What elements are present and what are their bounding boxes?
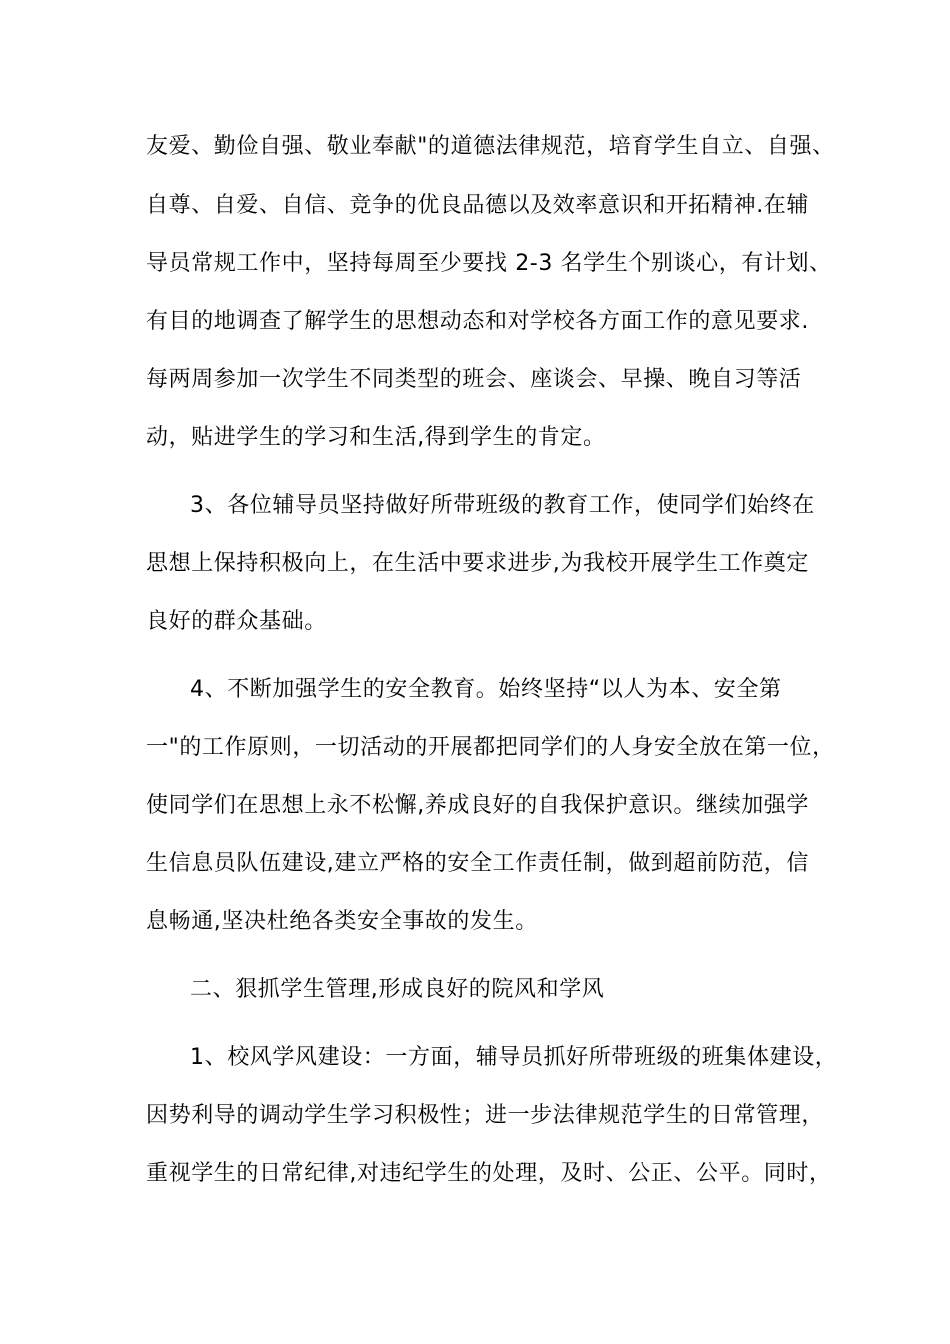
- paragraph-line: 动，贴进学生的学习和生活,得到学生的肯定。: [146, 425, 606, 450]
- paragraph-line: 良好的群众基础。: [146, 609, 327, 634]
- section-heading: 二、狠抓学生管理,形成良好的院风和学风: [190, 977, 605, 1002]
- paragraph-line: 3、各位辅导员坚持做好所带班级的教育工作，使同学们始终在: [190, 493, 815, 518]
- paragraph-line: 生信息员队伍建设,建立严格的安全工作责任制，做到超前防范，信: [146, 851, 809, 876]
- paragraph-line: 使同学们在思想上永不松懈,养成良好的自我保护意识。继续加强学: [146, 793, 809, 818]
- paragraph-line: 一"的工作原则，一切活动的开展都把同学们的人身安全放在第一位，: [146, 735, 835, 760]
- paragraph-line: 1、校风学风建设：一方面，辅导员抓好所带班级的班集体建设，: [190, 1045, 838, 1070]
- paragraph-line: 思想上保持积极向上，在生活中要求进步,为我校开展学生工作奠定: [146, 551, 809, 576]
- paragraph-line: 4、不断加强学生的安全教育。始终坚持“以人为本、安全第: [190, 677, 782, 702]
- paragraph-line: 友爱、勤俭自强、敬业奉献"的道德法律规范，培育学生自立、自强、: [146, 134, 835, 159]
- paragraph-line: 每两周参加一次学生不同类型的班会、座谈会、早操、晚自习等活: [146, 367, 802, 392]
- paragraph-line: 重视学生的日常纪律,对违纪学生的处理，及时、公正、公平。同时，: [146, 1161, 832, 1186]
- paragraph-line: 有目的地调查了解学生的思想动态和对学校各方面工作的意见要求.: [146, 309, 809, 334]
- paragraph-line: 因势利导的调动学生学习积极性；进一步法律规范学生的日常管理，: [146, 1103, 825, 1128]
- paragraph-line: 息畅通,坚决杜绝各类安全事故的发生。: [146, 909, 538, 934]
- paragraph-line: 导员常规工作中，坚持每周至少要找 2-3 名学生个别谈心，有计划、: [146, 251, 832, 276]
- paragraph-line: 自尊、自爱、自信、竞争的优良品德以及效率意识和开拓精神.在辅: [146, 193, 809, 218]
